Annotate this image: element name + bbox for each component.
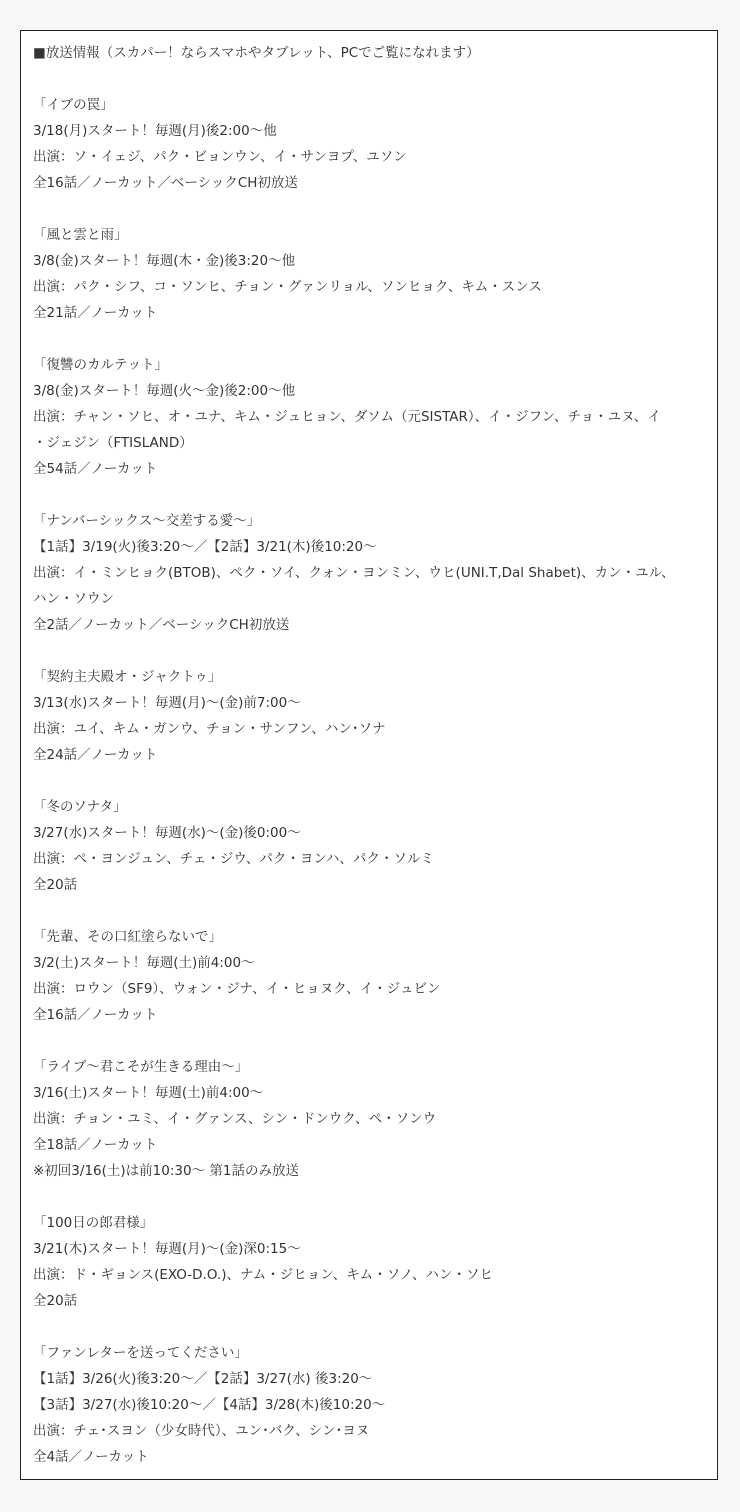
program-block [33,1054,717,1184]
program-detail-line: 出演：ペ・ヨンジュン、チェ・ジウ、パク・ヨンハ、パク・ソルミ [33,851,434,867]
spacer [33,326,717,352]
program-detail-line: 出演：ソ・イェジ、パク・ビョンウン、イ・サンヨプ、ユソン [33,149,407,165]
program-block [33,924,717,1028]
broadcast-info-box [20,30,718,1480]
program-detail-line: 全2話／ノーカット／ベーシックCH初放送 [33,617,290,633]
program-detail-line: 出演：パク・シフ、コ・ソンヒ、チョン・グァンリョル、ソンヒョク、キム・スンス [33,279,542,295]
program-list [33,66,717,1470]
program-title: 「イブの罠」 [33,97,114,113]
spacer [33,196,717,222]
program-block [33,222,717,326]
program-detail-line: 出演：ド・ギョンス(EXO-D.O.)、ナム・ジヒョン、キム・ソノ、ハン・ソヒ [33,1267,493,1283]
program-block [33,794,717,898]
program-detail-line: 出演：ロウン（SF9）、ウォン・ジナ、イ・ヒョヌク、イ・ジュビン [33,981,441,997]
program-detail-line: 出演：チャン・ソヒ、オ・ユナ、キム・ジュヒョン、ダソム（元SISTAR）、イ・ジフン、チョ・ユヌ、イ [33,409,661,425]
program-detail-line: ・ジェジン（FTISLAND） [33,435,193,451]
program-detail-line: 出演：チョン・ユミ、イ・グァンス、シン・ドンウク、ペ・ソンウ [33,1111,437,1127]
program-block [33,1210,717,1314]
program-title: 「100日の郎君様」 [33,1215,154,1231]
program-block [33,92,717,196]
program-title: 「風と雲と雨」 [33,227,128,243]
spacer [33,1028,717,1054]
spacer [33,898,717,924]
program-detail-line: 3/27(水)スタート！毎週(水)〜(金)後0:00〜 [33,825,301,841]
spacer [33,1314,717,1340]
program-detail-line: 出演：ユイ、キム・ガンウ、チョン・サンフン、ハン･ソナ [33,721,386,737]
program-detail-line: 全18話／ノーカット [33,1137,158,1153]
program-detail-line: 全24話／ノーカット [33,747,158,763]
program-detail-line: 全16話／ノーカット [33,1007,158,1023]
program-title: 「ナンバーシックス〜交差する愛〜」 [33,513,261,529]
program-title: 「ファンレターを送ってください」 [33,1345,248,1361]
program-title: 「復讐のカルテット」 [33,357,168,373]
program-detail-line: 【1話】3/26(火)後3:20〜／【2話】3/27(水) 後3:20〜 [33,1371,373,1387]
program-detail-line: 全21話／ノーカット [33,305,158,321]
spacer [33,768,717,794]
program-detail-line: 全54話／ノーカット [33,461,158,477]
spacer [33,638,717,664]
program-detail-line: 全20話 [33,1293,78,1309]
program-detail-line: 出演：チェ･スヨン（少女時代）、ユン･バク、シン･ヨヌ [33,1423,370,1439]
program-detail-line: 3/21(木)スタート！毎週(月)〜(金)深0:15〜 [33,1241,301,1257]
spacer [33,482,717,508]
program-block [33,1340,717,1470]
info-header: ■放送情報（スカパー！ならスマホやタブレット、PCでご覧になれます） [33,45,480,61]
program-detail-line: 出演：イ・ミンヒョク(BTOB)、ペク・ソイ、クォン・ヨンミン、ウヒ(UNI.T,Dal Shabet)、カン・ユル、 [33,565,675,581]
program-detail-line: ※初回3/16(土)は前10:30〜 第1話のみ放送 [33,1163,299,1179]
program-detail-line: 【3話】3/27(水)後10:20〜／【4話】3/28(木)後10:20〜 [33,1397,386,1413]
program-detail-line: 3/8(金)スタート！毎週(火〜金)後2:00〜他 [33,383,296,399]
program-detail-line: 【1話】3/19(火)後3:20〜／【2話】3/21(木)後10:20〜 [33,539,377,555]
top-bar [0,0,740,30]
program-title: 「冬のソナタ」 [33,799,127,815]
program-detail-line: 3/18(月)スタート！毎週(月)後2:00〜他 [33,123,277,139]
program-detail-line: 3/8(金)スタート！毎週(木・金)後3:20〜他 [33,253,296,269]
program-block [33,664,717,768]
program-title: 「ライブ〜君こそが生きる理由〜」 [33,1059,249,1075]
program-detail-line: 全20話 [33,877,78,893]
program-block [33,352,717,482]
program-title: 「先輩、その口紅塗らないで」 [33,929,222,945]
program-detail-line: 全4話／ノーカット [33,1449,149,1465]
program-detail-line: ハン・ソウン [33,591,114,607]
program-title: 「契約主夫殿オ・ジャクトゥ」 [33,669,222,685]
program-block [33,508,717,638]
program-detail-line: 3/2(土)スタート！毎週(土)前4:00〜 [33,955,255,971]
program-detail-line: 3/16(土)スタート！毎週(土)前4:00〜 [33,1085,264,1101]
program-detail-line: 3/13(水)スタート！毎週(月)〜(金)前7:00〜 [33,695,301,711]
program-detail-line: 全16話／ノーカット／ベーシックCH初放送 [33,175,298,191]
spacer [33,1184,717,1210]
spacer [33,66,717,92]
